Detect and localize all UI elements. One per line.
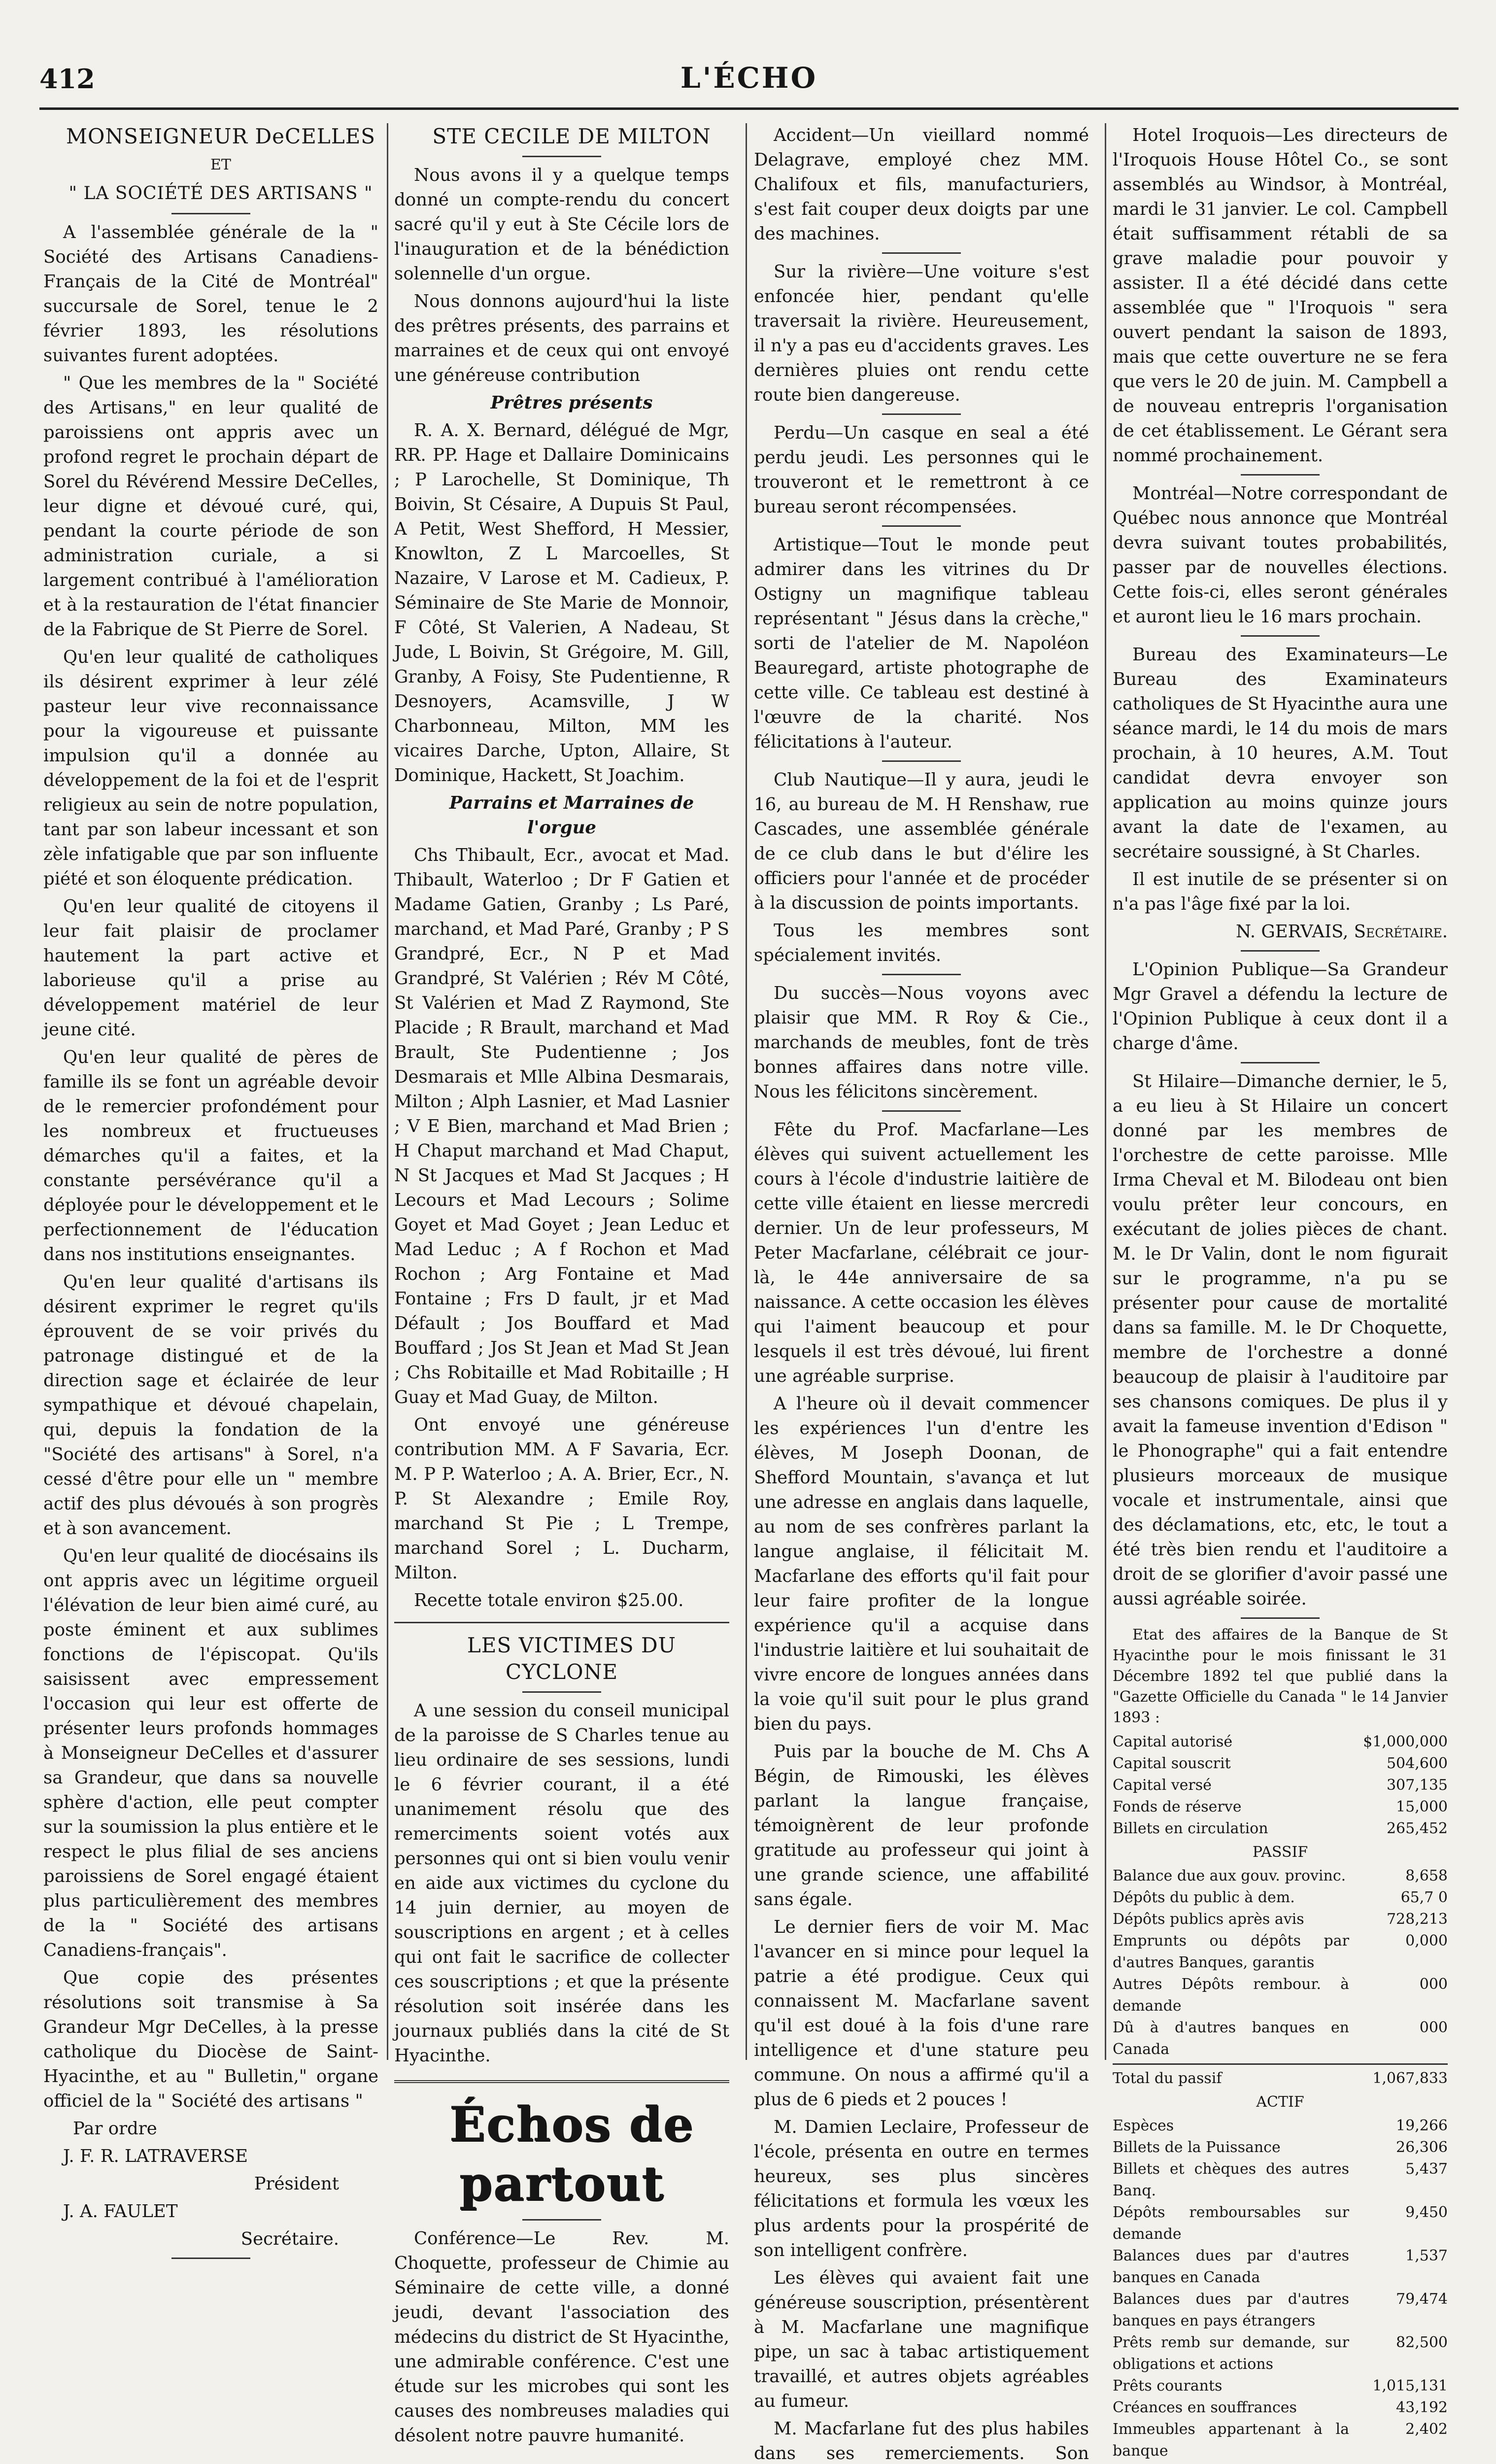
paragraph: M. Damien Leclaire, Professeur de l'école, présenta en outre en termes heureux, ses plus sincères félicitations et formula les vœux les plus ardents pour la prospérité de son intelligent confrère. [754, 2117, 1089, 2260]
bank-statement [1113, 1625, 1448, 2464]
bank-row-value: 79,474 [1396, 2291, 1448, 2308]
section-rule [394, 2080, 729, 2083]
column-divider [387, 123, 388, 2060]
bank-row [1113, 1909, 1448, 1930]
bank-row-value: 19,266 [1396, 2117, 1448, 2134]
news-item: Bureau des Examinateurs—Le Bureau des Examinateurs catholiques de St Hyacinthe aura une séance mardi, le 14 du mois de mars prochain, à 10 heures, A.M. Tout candidat devra envoyer son application au moins quinze jours avant la date de l'examen, au secrétaire soussigné, à St Charles. [1113, 645, 1448, 862]
bank-row-label: Balances dues par d'autres banques en pays étrangers [1113, 2291, 1349, 2329]
paragraph: Ont envoyé une généreuse contribution MM. A F Savaria, Ecr. M. P P. Waterloo ; A. A. Brier, Ecr., N. P. St Alexandre ; Emile Roy, marchand St Pie ; L Trempe, marchand Sorel ; L. Ducharm, Milton. [394, 1415, 729, 1583]
short-rule [882, 1110, 961, 1112]
bank-row-label: Créances en souffrances [1113, 2399, 1297, 2416]
bank-row-value: 1,015,131 [1372, 2377, 1448, 2395]
paragraph: R. A. X. Bernard, délégué de Mgr, RR. PP. Hage et Dallaire Dominicains ; P Larochelle, St Dominique, Th Boivin, St Césaire, A Dupuis St Paul, A Petit, West Shefford, H Messier, Knowlton, Z L Marcoelles, St Nazaire, V Larose et M. Cadieux, P. Séminaire de Ste Marie de Monnoir, F Côté, St Valerien, A Nadeau, St Jude, L Boivin, St Grégoire, M. Gill, Granby, A Foisy, Ste Pudentienne, R Desnoyers, Acamsville, J W Charbonneau, Milton, MM les vicaires Darche, Upton, Allaire, St Dominique, Hackett, St Joachim. [394, 420, 729, 786]
paragraph: A l'heure où il devait commencer les expériences l'un d'entre les élèves, M Joseph Doonan, de Shefford Mountain, s'avança et lut une adresse en anglais dans laquelle, au nom de ses confrères parlant la langue anglaise, il félicitait M. Macfarlane des efforts qu'il fait pour leur faire profiter de la longue expérience qu'il a acquise dans l'industrie laitière et lui souhaitait de vivre encore de longues années dans la voie qu'il suit pour le plus grand bien du pays. [754, 1394, 1089, 1734]
bank-row-value: 2,402 [1405, 2421, 1448, 2438]
bank-row-value: 8,658 [1405, 1867, 1448, 1884]
bank-row [1113, 1731, 1448, 1753]
page-number: 412 [39, 63, 95, 95]
bank-row-label [1113, 2462, 1349, 2464]
bank-row [1113, 1865, 1448, 1887]
short-rule [522, 2219, 601, 2221]
bank-row-value: 728,213 [1386, 1911, 1448, 1928]
paragraph: Nous avons il y a quelque temps donné un compte-rendu du concert sacré qu'il y eut à Ste Cécile lors de l'inauguration et de la bénédiction solennelle d'un orgue. [394, 165, 729, 284]
short-rule [882, 974, 961, 975]
bank-statement-rows [1113, 2115, 1448, 2464]
bank-row-value: 26,306 [1396, 2139, 1448, 2156]
bank-row-value [1349, 2462, 1448, 2464]
paragraph: Qu'en leur qualité d'artisans ils désirent exprimer le regret qu'ils éprouvent de se voir privés du patronage distingué et de la direction sage et éclairée de leur sympathique et dévoué chapelain, qui, depuis la fondation de la "Société des artisans" à Sorel, n'a cessé d'être pour elle un " membre actif des plus dévoués à son progrès et à son avancement. [43, 1272, 378, 1539]
article-heading: LES VICTIMES DU CYCLONE [467, 1633, 677, 1684]
bank-row-value: 000 [1419, 1976, 1448, 1993]
news-item: Club Nautique—Il y aura, jeudi le 16, au bureau de M. H Renshaw, rue Cascades, une assemblée générale de ce club dans le but d'élire les officiers pour l'année et de procéder à la discussion de points importants. [754, 770, 1089, 913]
signature-name: J. F. R. LATRAVERSE [63, 2146, 248, 2166]
bank-total-row [1113, 2068, 1448, 2089]
par-ordre: Par ordre [73, 2119, 157, 2139]
short-rule [1241, 1062, 1320, 1063]
masthead [39, 58, 1459, 93]
bank-row-label: Billets en circulation [1113, 1820, 1268, 1837]
paragraph: Que copie des présentes résolutions soit transmise à Sa Grandeur Mgr DeCelles, à la presse catholique du Diocèse de Saint-Hyacinthe, et au " Bulletin," organe officiel de la " Société des artisans " [43, 1968, 378, 2111]
bank-row-value: 5,437 [1405, 2160, 1448, 2178]
column-divider [1105, 123, 1106, 2060]
bank-row-label: Dû à d'autres banques en Canada [1113, 2019, 1349, 2058]
paragraph: Qu'en leur qualité de catholiques ils désirent exprimer à leur zélé pasteur leur vive reconnaissance pour la vigoureuse et puissante impulsion qu'il a donnée au développement de la foi et de l'esprit religieux au sein de notre population, tant par son labeur incessant et son zèle infatigable que par son influente piété et son éloquente prédication. [43, 647, 378, 889]
paragraph: Qu'en leur qualité de citoyens il leur fait plaisir de proclamer hautement la part active et laborieuse qu'il a prise au développement matériel de leur jeune cité. [43, 896, 378, 1040]
short-rule [171, 213, 250, 214]
bank-row-label: Billets et chèques des autres Banq. [1113, 2160, 1349, 2199]
newspaper-title: L'ÉCHO [680, 61, 818, 95]
bank-row-label: Espèces [1113, 2117, 1174, 2134]
paragraph: M. Macfarlane fut des plus habiles dans ses remerciements. Son [754, 2419, 1089, 2464]
bank-row-label: Balance due aux gouv. provinc. [1113, 1867, 1346, 1884]
bank-row-value: 265,452 [1386, 1820, 1448, 1837]
short-rule [882, 252, 961, 254]
paragraph: Conférence—Le Rev. M. Choquette, professeur de Chimie au Séminaire de cette ville, a donné jeudi, devant l'association des médecins du district de St Hyacinthe, une admirable conférence. C'est une étude sur les microbes qui sont les causes des nombreuses maladies qui désolent notre pauvre humanité. [394, 2228, 729, 2446]
news-item: Tous les membres sont spécialement invités. [754, 921, 1089, 965]
bank-row-value: 43,192 [1396, 2399, 1448, 2416]
column-3 [754, 123, 1089, 2464]
news-item: Artistique—Tout le monde peut admirer dans les vitrines du Dr Ostigny un magnifique tableau représentant " Jésus dans la crèche," sorti de l'atelier de M. Napoléon Beauregard, artiste photographe de cette ville. Ce tableau est destiné à l'œuvre de la charité. Nos félicitations à l'auteur. [754, 535, 1089, 752]
bank-row-label: Dépôts publics après avis [1113, 1911, 1304, 1928]
news-item: Sur la rivière—Une voiture s'est enfoncée hier, pendant qu'elle traversait la rivière. Heureusement, il n'y a pas eu d'accidents graves. Les dernières pluies ont rendu cette route bien dangereuse. [754, 262, 1089, 405]
short-rule [1241, 474, 1320, 476]
news-item: Montréal—Notre correspondant de Québec nous annonce que Montréal devra suivant toutes probabilités, passer par de nouvelles élections. Cette fois-ci, elles seront générales et auront lieu le 16 mars prochain. [1113, 483, 1448, 627]
bank-row-value: 1,537 [1405, 2247, 1448, 2264]
signature-name: J. A. FAULET [63, 2201, 178, 2222]
bank-row [1113, 1974, 1448, 2017]
paragraph: A une session du conseil municipal de la paroisse de S Charles tenue au lieu ordinaire de ses sessions, lundi le 6 février courant, il a été unanimement résolu que des remerciments soient votés aux personnes qui ont si bien voulu venir en aide aux victimes du cyclone du 14 juin dernier, au moyen de souscriptions en argent ; et à celles qui ont fait le sacrifice de collecter ces souscriptions ; et que la présente résolution soit insérée dans les journaux publiés dans la cité de St Hyacinthe. [394, 1701, 729, 2066]
short-rule [171, 2258, 250, 2259]
bank-row-value: $1,000,000 [1363, 1733, 1448, 1750]
short-rule [522, 1691, 601, 1693]
short-rule [1241, 950, 1320, 952]
news-item: L'Opinion Publique—Sa Grandeur Mgr Gravel a défendu la lecture de l'Opinion Publique à ceux dont il a charge d'âme. [1113, 959, 1448, 1054]
paragraph: Qu'en leur qualité de diocésains ils ont appris avec un légitime orgueil l'élévation de leur bien aimé curé, au poste éminent et aux sublimes fonctions de l'épiscopat. Qu'ils saisissent avec empressement l'occasion qui leur est offerte de présenter leurs profonds hommages à Monseigneur DeCelles et d'assurer sa Grandeur, que dans sa nouvelle sphère d'action, elle peut compter sur la soumission la plus entière et le respect le plus filial de ses anciens paroissiens de Sorel engagé étaient plus particulièrement des membres de la " Société des artisans Canadiens-français". [43, 1546, 378, 1960]
bank-row [1113, 1930, 1448, 1974]
bank-row-label: Immeubles appartenant à la banque [1113, 2421, 1349, 2460]
bank-row-value: 1,067,833 [1372, 2070, 1448, 2087]
bank-row [1113, 1775, 1448, 1796]
subheading: Prêtres présents [490, 393, 653, 413]
bank-row-value: 15,000 [1396, 1798, 1448, 1815]
bank-row [1113, 2332, 1448, 2375]
article-heading: MONSEIGNEUR DeCELLES [66, 124, 376, 148]
bank-row [1113, 2419, 1448, 2462]
bank-row-value: 0,000 [1405, 1932, 1448, 1950]
bank-row-value: 504,600 [1386, 1755, 1448, 1772]
short-rule [1241, 635, 1320, 637]
short-rule [882, 760, 961, 762]
news-item: St Hilaire—Dimanche dernier, le 5, a eu lieu à St Hilaire un concert donné par les membres de l'orchestre de cette paroisse. Mlle Irma Cheval et M. Bilodeau ont bien voulu prêter leur concours, en exécutant de jolies pièces de chant. M. le Dr Valin, dont le nom figurait sur le programme, n'a pu se présenter pour cause de mortalité dans sa famille. M. le Dr Choquette, membre de l'orchestre a donné beaucoup de plaisir à l'auditoire par ses chansons comiques. De plus il y avait la fameuse invention d'Edison " le Phonographe" qui a fait entendre plusieurs morceaux de musique vocale et instrumentale, ainsi que des déclamations, etc, etc, le tout a été très bien rendu et l'auditoire a droit de se glorifier d'avoir passé une aussi agréable soirée. [1113, 1071, 1448, 1609]
paragraph: Le dernier fiers de voir M. Mac l'avancer en si mince pour lequel la patrie a été prodigue. Ceux qui connaissent M. Macfarlane savent qu'il est doué à la fois d'une rare intelligence et d'une stature peu commune. On nous a affirmé qu'il a plus de 6 pieds et 2 pouces ! [754, 1917, 1089, 2110]
bank-statement-rows [1113, 1731, 1448, 1840]
bank-row-label: Prêts remb sur demande, sur obligations et actions [1113, 2334, 1349, 2373]
paragraph: Puis par la bouche de M. Chs A Bégin, de Rimouski, les élèves parlant la langue française, témoignèrent de leur profonde gratitude au professeur qui joint à une grande science, une affabilité sans égale. [754, 1742, 1089, 1910]
bank-row [1113, 2289, 1448, 2332]
bank-row [1113, 1753, 1448, 1775]
bank-row [1113, 1887, 1448, 1909]
short-rule [1241, 1617, 1320, 1619]
short-rule [522, 156, 601, 157]
article-heading: " LA SOCIÉTÉ DES ARTISANS " [68, 183, 373, 204]
signature-title: Président [254, 2174, 339, 2194]
bank-row [1113, 1818, 1448, 1840]
bank-row-label: Autres Dépôts rembour. à demande [1113, 1976, 1349, 2015]
bank-row [1113, 2245, 1448, 2289]
bank-section-heading: ACTIF [1256, 2093, 1304, 2111]
subheading: Parrains et Marraines de l'orgue [449, 793, 694, 838]
bank-row-label: Balances dues par d'autres banques en Canada [1113, 2247, 1349, 2286]
bank-row-label: Total du passif [1113, 2070, 1222, 2087]
bank-statement-intro: Etat des affaires de la Banque de St Hyacinthe pour le mois finissant le 31 Décembre 1892 tel que publié dans la "Gazette Officielle du Canada " le 14 Janvier 1893 : [1113, 1626, 1448, 1726]
signature-name: N. GERVAIS, Secrétaire. [1236, 922, 1448, 942]
bank-row-label: Capital autorisé [1113, 1733, 1233, 1750]
paragraph: Qu'en leur qualité de pères de famille ils se font un agréable devoir de le remercier profondément pour les nombreux et fructueuses démarches qu'il a faites, et la constante persévérance qu'il a déployée pour le développement et le perfectionnement de l'éducation dans nos institutions enseignantes. [43, 1047, 378, 1265]
bank-row-label: Dépôts remboursables sur demande [1113, 2204, 1349, 2243]
paragraph: " Que les membres de la " Société des Artisans," en leur qualité de paroissiens ont appris avec un profond regret le prochain départ de Sorel du Révérend Messire DeCelles, leur digne et dévoué curé, qui, pendant la courte période de son administration curiale, a si largement contribué à l'amélioration et à la restauration de l'état financier de la Fabrique de St Pierre de Sorel. [43, 373, 378, 640]
bank-row [1113, 2397, 1448, 2419]
bank-statement-rows [1113, 1865, 1448, 2060]
bank-row-value: 000 [1419, 2019, 1448, 2036]
header-rule [39, 107, 1459, 110]
bank-row [1113, 2115, 1448, 2137]
bank-row-value: 82,500 [1396, 2334, 1448, 2351]
news-item: Hotel Iroquois—Les directeurs de l'Iroquois House Hôtel Co., se sont assemblés au Windsor, à Montréal, mardi le 31 janvier. Le col. Campbell était suffisamment rétabli de sa grave maladie pour pouvoir y assister. Il a été décidé dans cette assemblée que " l'Iroquois " sera ouvert pendant la saison de 1893, mais que cette ouverture ne se fera que vers le 20 de juin. M. Campbell a de nouveau entrepris l'organisation de cet établissement. Le Gérant sera nommé prochainement. [1113, 125, 1448, 466]
short-rule [882, 413, 961, 415]
bank-row-label: Capital versé [1113, 1777, 1212, 1794]
section-rule [394, 1622, 729, 1623]
news-item: Fête du Prof. Macfarlane—Les élèves qui suivent actuellement les cours à l'école d'industrie laitière de cette ville étaient en liesse mercredi dernier. Un de leur professeurs, M Peter Macfarlane, célébrait ce jour-là, le 44e anniversaire de sa naissance. A cette occasion les élèves qui l'aiment beaucoup et pour lesquels il est très dévoué, lui firent une agréable surprise. [754, 1120, 1089, 1386]
bank-row-value: 307,135 [1386, 1777, 1448, 1794]
bank-row-label: Capital souscrit [1113, 1755, 1231, 1772]
column-2 [394, 123, 729, 2446]
paragraph: Nous donnons aujourd'hui la liste des prêtres présents, des parrains et marraines et de ceux qui ont envoyé une généreuse contribution [394, 291, 729, 385]
bank-row-value: 65,7 0 [1400, 1889, 1448, 1906]
paragraph: Chs Thibault, Ecr., avocat et Mad. Thibault, Waterloo ; Dr F Gatien et Madame Gatien, Granby ; Ls Paré, marchand, et Mad Paré, Granby ; P S Grandpré, Ecr., N P et Mad Grandpré, St Valérien ; Rév M Côté, St Valérien et Mad Z Raymond, Ste Placide ; R Brault, marchand et Mad Brault, Ste Pudentienne ; Jos Desmarais et Mlle Albina Desmarais, Milton ; Alph Lasnier, et Mad Lasnier ; V E Bien, marchand et Mad Brien ; H Chaput marchand et Mad Chaput, N St Jacques et Mad St Jacques ; H Lecours et Mad Lecours ; Solime Goyet et Mad Goyet ; Jean Leduc et Mad Leduc ; A f Rochon et Mad Rochon ; Arg Fontaine et Mad Fontaine ; Frs D fault, jr et Mad Défault ; Jos Bouffard et Mad Bouffard ; Jos St Jean et Mad St Jean ; Chs Robitaille et Mad Robitaille ; H Guay et Mad Guay, de Milton. [394, 845, 729, 1407]
bank-row-label: Fonds de réserve [1113, 1798, 1242, 1815]
paragraph: Recette totale environ $25.00. [414, 1590, 684, 1610]
bank-row [1113, 2137, 1448, 2158]
section-title: Échos de partout [449, 2096, 694, 2211]
column-divider [746, 123, 747, 2060]
article-heading-conj: ET [210, 156, 231, 173]
paragraph: A l'assemblée générale de la " Société des Artisans Canadiens-Français de la Cité de Montréal" succursale de Sorel, tenue le 2 février 1893, les résolutions suivantes furent adoptées. [43, 222, 378, 366]
bank-row [1113, 2375, 1448, 2397]
signature-title: Secrétaire. [240, 2229, 339, 2249]
news-item: Accident—Un vieillard nommé Delagrave, employé chez MM. Chalifoux et fils, manufacturiers, s'est fait couper deux doigts par une des machines. [754, 125, 1089, 244]
bank-row [1113, 2158, 1448, 2202]
bank-row [1113, 2462, 1448, 2464]
news-item: Perdu—Un casque en seal a été perdu jeudi. Les personnes qui le trouveront et le remettront à ce bureau seront récompensées. [754, 423, 1089, 517]
article-heading: STE CECILE DE MILTON [432, 124, 711, 148]
bank-row-label: Billets de la Puissance [1113, 2139, 1281, 2156]
bank-row-value: 9,450 [1405, 2204, 1448, 2221]
bank-row-label: Dépôts du public à dem. [1113, 1889, 1295, 1906]
bank-row [1113, 1796, 1448, 1818]
column-4 [1113, 123, 1448, 2460]
news-item: Du succès—Nous voyons avec plaisir que MM. R Roy & Cie., marchands de meubles, font de très bonnes affaires dans notre ville. Nous les félicitons sincèrement. [754, 983, 1089, 1102]
bank-row [1113, 2202, 1448, 2245]
paragraph: Les élèves qui avaient fait une généreuse souscription, présentèrent à M. Macfarlane une magnifique pipe, un sac à tabac artistiquement travaillé, et autres objets agréables au fumeur. [754, 2268, 1089, 2411]
bank-row-label: Prêts courants [1113, 2377, 1223, 2395]
short-rule [882, 525, 961, 527]
bank-row-label: Emprunts ou dépôts par d'autres Banques, garantis [1113, 1932, 1349, 1971]
bank-section-heading: PASSIF [1252, 1844, 1308, 1861]
bank-row [1113, 2017, 1448, 2060]
total-rule [1113, 2063, 1448, 2065]
paragraph: Il est inutile de se présenter si on n'a pas l'âge fixé par la loi. [1113, 869, 1448, 914]
column-1 [43, 123, 378, 2249]
